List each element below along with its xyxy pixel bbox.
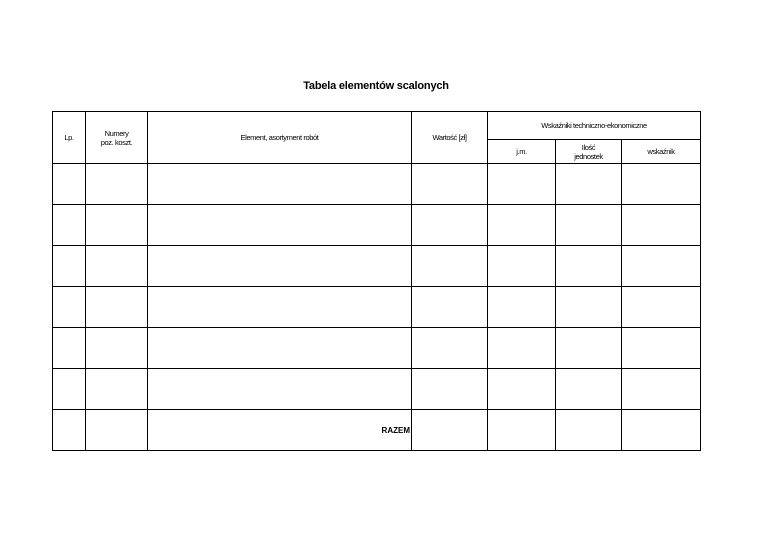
table-cell [488,164,556,205]
table-cell [148,205,412,246]
table-cell [148,369,412,410]
table-cell [148,246,412,287]
table-row [53,328,701,369]
table-cell [622,328,701,369]
table-total-row [53,410,701,451]
table-cell [556,410,622,451]
table-cell [622,164,701,205]
table-body [53,164,701,451]
table-cell [53,246,86,287]
table-cell [412,328,488,369]
table-cell [622,369,701,410]
header-wskaznik: wskaźnik [622,140,701,164]
header-wartosc: Wartość [zł] [412,112,488,164]
header-element: Element, asortyment robót [148,112,412,164]
table-cell [53,410,86,451]
table-cell [86,246,148,287]
document-title: Tabela elementów scalonych [303,80,449,92]
elements-table [52,111,701,451]
header-ilosc-line1: Ilość [581,142,596,152]
table-cell [86,410,148,451]
table-cell [53,369,86,410]
table-cell [488,205,556,246]
table-cell [622,246,701,287]
table-cell [556,164,622,205]
header-wskazniki-group: Wskaźniki techniczno-ekonomiczne [488,112,701,140]
table-row [53,205,701,246]
table-cell [556,205,622,246]
table-cell [556,328,622,369]
header-ilosc [556,140,622,164]
table-cell [412,369,488,410]
table-cell [148,328,412,369]
header-numery-line2: poz. koszt. [100,137,133,147]
header-numery-line1: Numery [104,128,129,138]
table-cell [53,205,86,246]
table-cell [622,205,701,246]
table-cell [412,287,488,328]
total-label: RAZEM [148,410,412,451]
header-numery [86,112,148,164]
table-cell [412,246,488,287]
table-cell [622,287,701,328]
table-cell [556,246,622,287]
table-cell [53,328,86,369]
table-row [53,287,701,328]
table-cell [488,328,556,369]
table-cell [412,164,488,205]
table-cell [556,369,622,410]
table-cell [86,287,148,328]
table-row [53,369,701,410]
table-cell [86,164,148,205]
table-cell [148,164,412,205]
table-cell [148,287,412,328]
header-ilosc-line2: jednostek [574,151,603,161]
table-row [53,164,701,205]
table-header-row [53,112,701,140]
table-cell [412,410,488,451]
table-cell [53,287,86,328]
table-cell [86,369,148,410]
table-cell [412,205,488,246]
table-row [53,246,701,287]
table-cell [622,410,701,451]
table-cell [488,369,556,410]
table-cell [86,205,148,246]
table-cell [488,410,556,451]
table-cell [86,328,148,369]
table-cell [488,246,556,287]
table-cell [488,287,556,328]
table-cell [53,164,86,205]
table-cell [556,287,622,328]
header-lp: Lp. [53,112,86,164]
header-jm: j.m. [488,140,556,164]
